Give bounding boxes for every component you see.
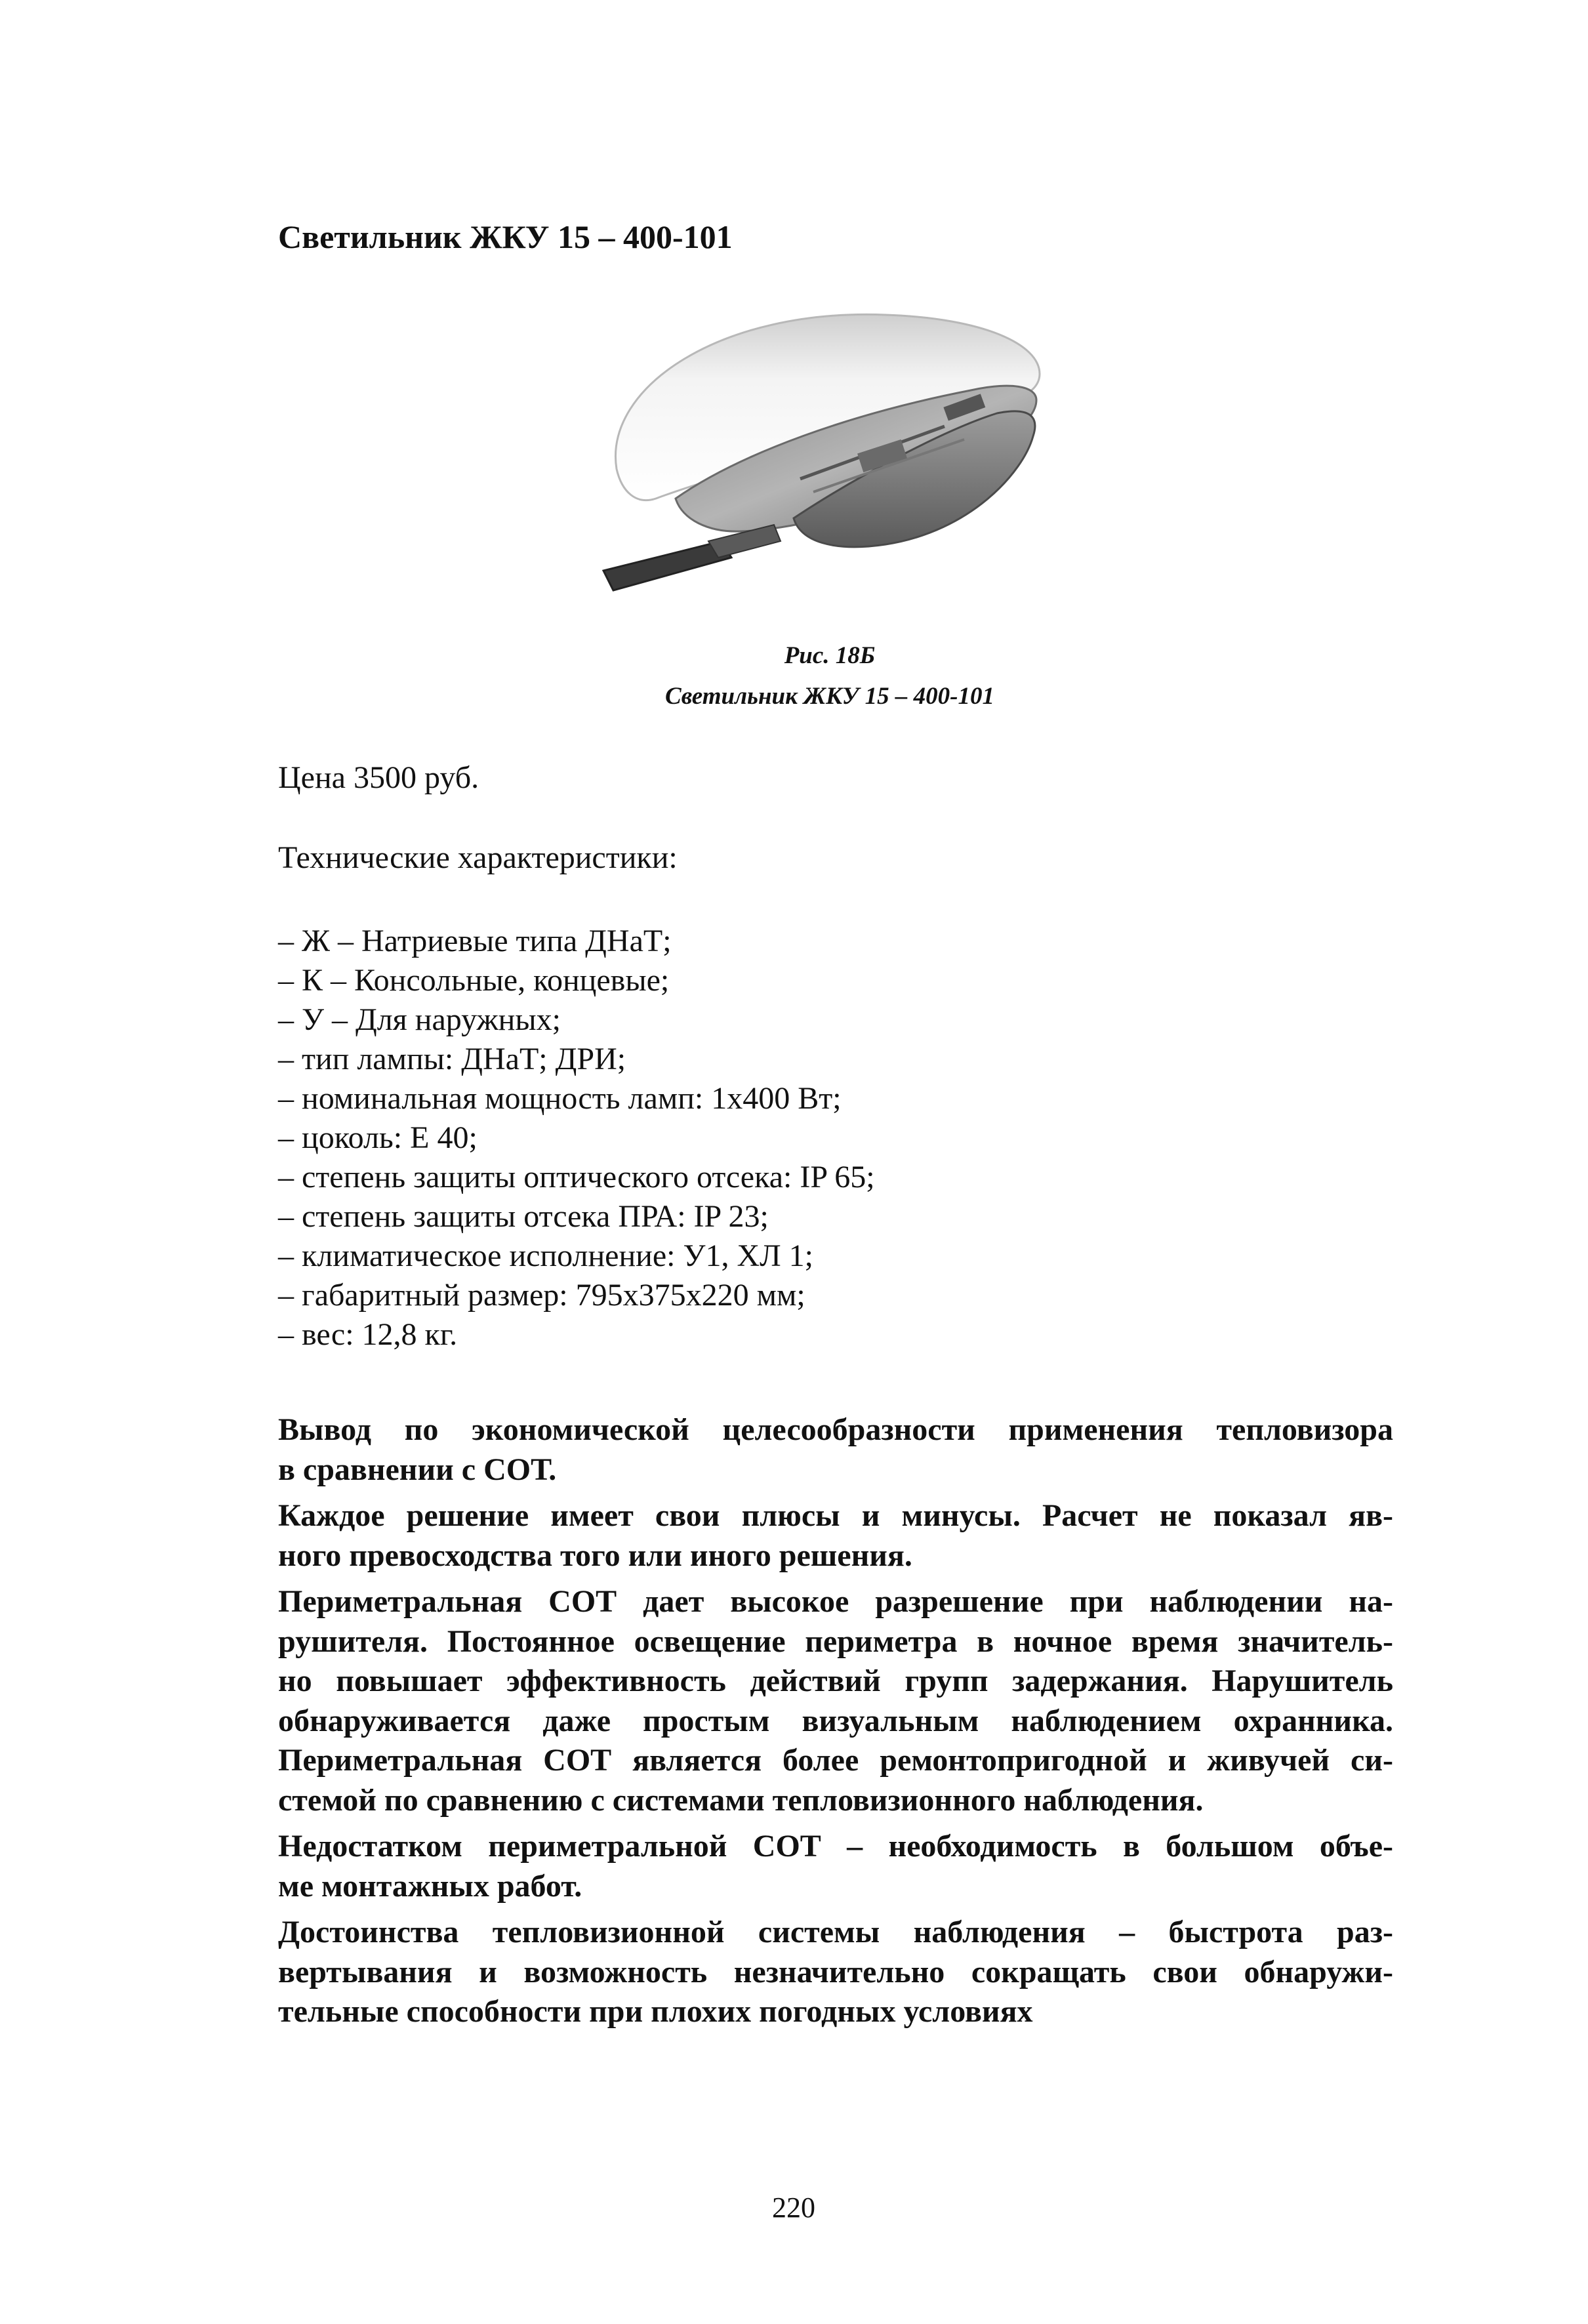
conclusion-section: [278, 1410, 1393, 2039]
text-line: Недостатком периметральной СОТ – необходимость в большом объе-: [278, 1829, 1393, 1864]
spec-item: – тип лампы: ДНаТ; ДРИ;: [278, 1042, 626, 1076]
figure-caption-title: Светильник ЖКУ 15 – 400-101: [665, 683, 994, 710]
conclusion-paragraph: [278, 1913, 1393, 2032]
spec-item: – У – Для наружных;: [278, 1002, 561, 1037]
spec-item: – К – Консольные, концевые;: [278, 963, 670, 998]
street-light-figure: [577, 282, 1076, 623]
spec-item: – цоколь: Е 40;: [278, 1120, 478, 1155]
text-line: Периметральная СОТ дает высокое разрешение при наблюдении на-: [278, 1584, 1393, 1619]
text-line: вертывания и возможность незначительно сокращать свои обнаружи-: [278, 1954, 1393, 1989]
spec-item: – номинальная мощность ламп: 1х400 Вт;: [278, 1081, 842, 1116]
spec-item: – Ж – Натриевые типа ДНаТ;: [278, 924, 672, 958]
spec-item: – степень защиты отсека ПРА: IP 23;: [278, 1199, 769, 1234]
text-line: но повышает эффективность действий групп задержания. Нарушитель: [278, 1663, 1393, 1698]
conclusion-paragraph: [278, 1496, 1393, 1576]
spec-list: [278, 922, 875, 1355]
conclusion-paragraph: [278, 1827, 1393, 1906]
text-line: рушителя. Постоянное освещение периметра в ночное время значитель-: [278, 1623, 1393, 1659]
spec-item: – вес: 12,8 кг.: [278, 1317, 458, 1352]
page-number: 220: [772, 2191, 815, 2224]
conclusion-paragraph: [278, 1582, 1393, 1820]
text-line: ного превосходства того или иного решения.: [278, 1538, 912, 1573]
text-line: тельные способности при плохих погодных условиях: [278, 1994, 1033, 2029]
spec-item: – степень защиты оптического отсека: IP 65;: [278, 1160, 875, 1194]
text-line: Периметральная СОТ является более ремонтопригодной и живучей си-: [278, 1743, 1393, 1778]
conclusion-heading: [278, 1410, 1393, 1490]
text-line: Достоинства тепловизионной системы наблюдения – быстрота раз-: [278, 1915, 1393, 1949]
spec-item: – габаритный размер: 795х375х220 мм;: [278, 1278, 805, 1313]
price: Цена 3500 руб.: [278, 760, 479, 795]
text-line: в сравнении с СОТ.: [278, 1452, 557, 1487]
specs-title: Технические характеристики:: [278, 840, 678, 875]
text-line: ме монтажных работ.: [278, 1868, 582, 1904]
text-line: стемой по сравнению с системами тепловизионного наблюдения.: [278, 1782, 1204, 1818]
text-line: Каждое решение имеет свои плюсы и минусы. Расчет не показал яв-: [278, 1498, 1393, 1533]
street-light-icon: [577, 282, 1076, 623]
text-line: обнаруживается даже простым визуальным наблюдением охранника.: [278, 1703, 1393, 1738]
page-heading: Светильник ЖКУ 15 – 400-101: [278, 218, 733, 255]
figure-caption-number: Рис. 18Б: [784, 642, 876, 669]
spec-item: – климатическое исполнение: У1, ХЛ 1;: [278, 1238, 813, 1273]
text-line: Вывод по экономической целесообразности применения тепловизора: [278, 1412, 1393, 1447]
